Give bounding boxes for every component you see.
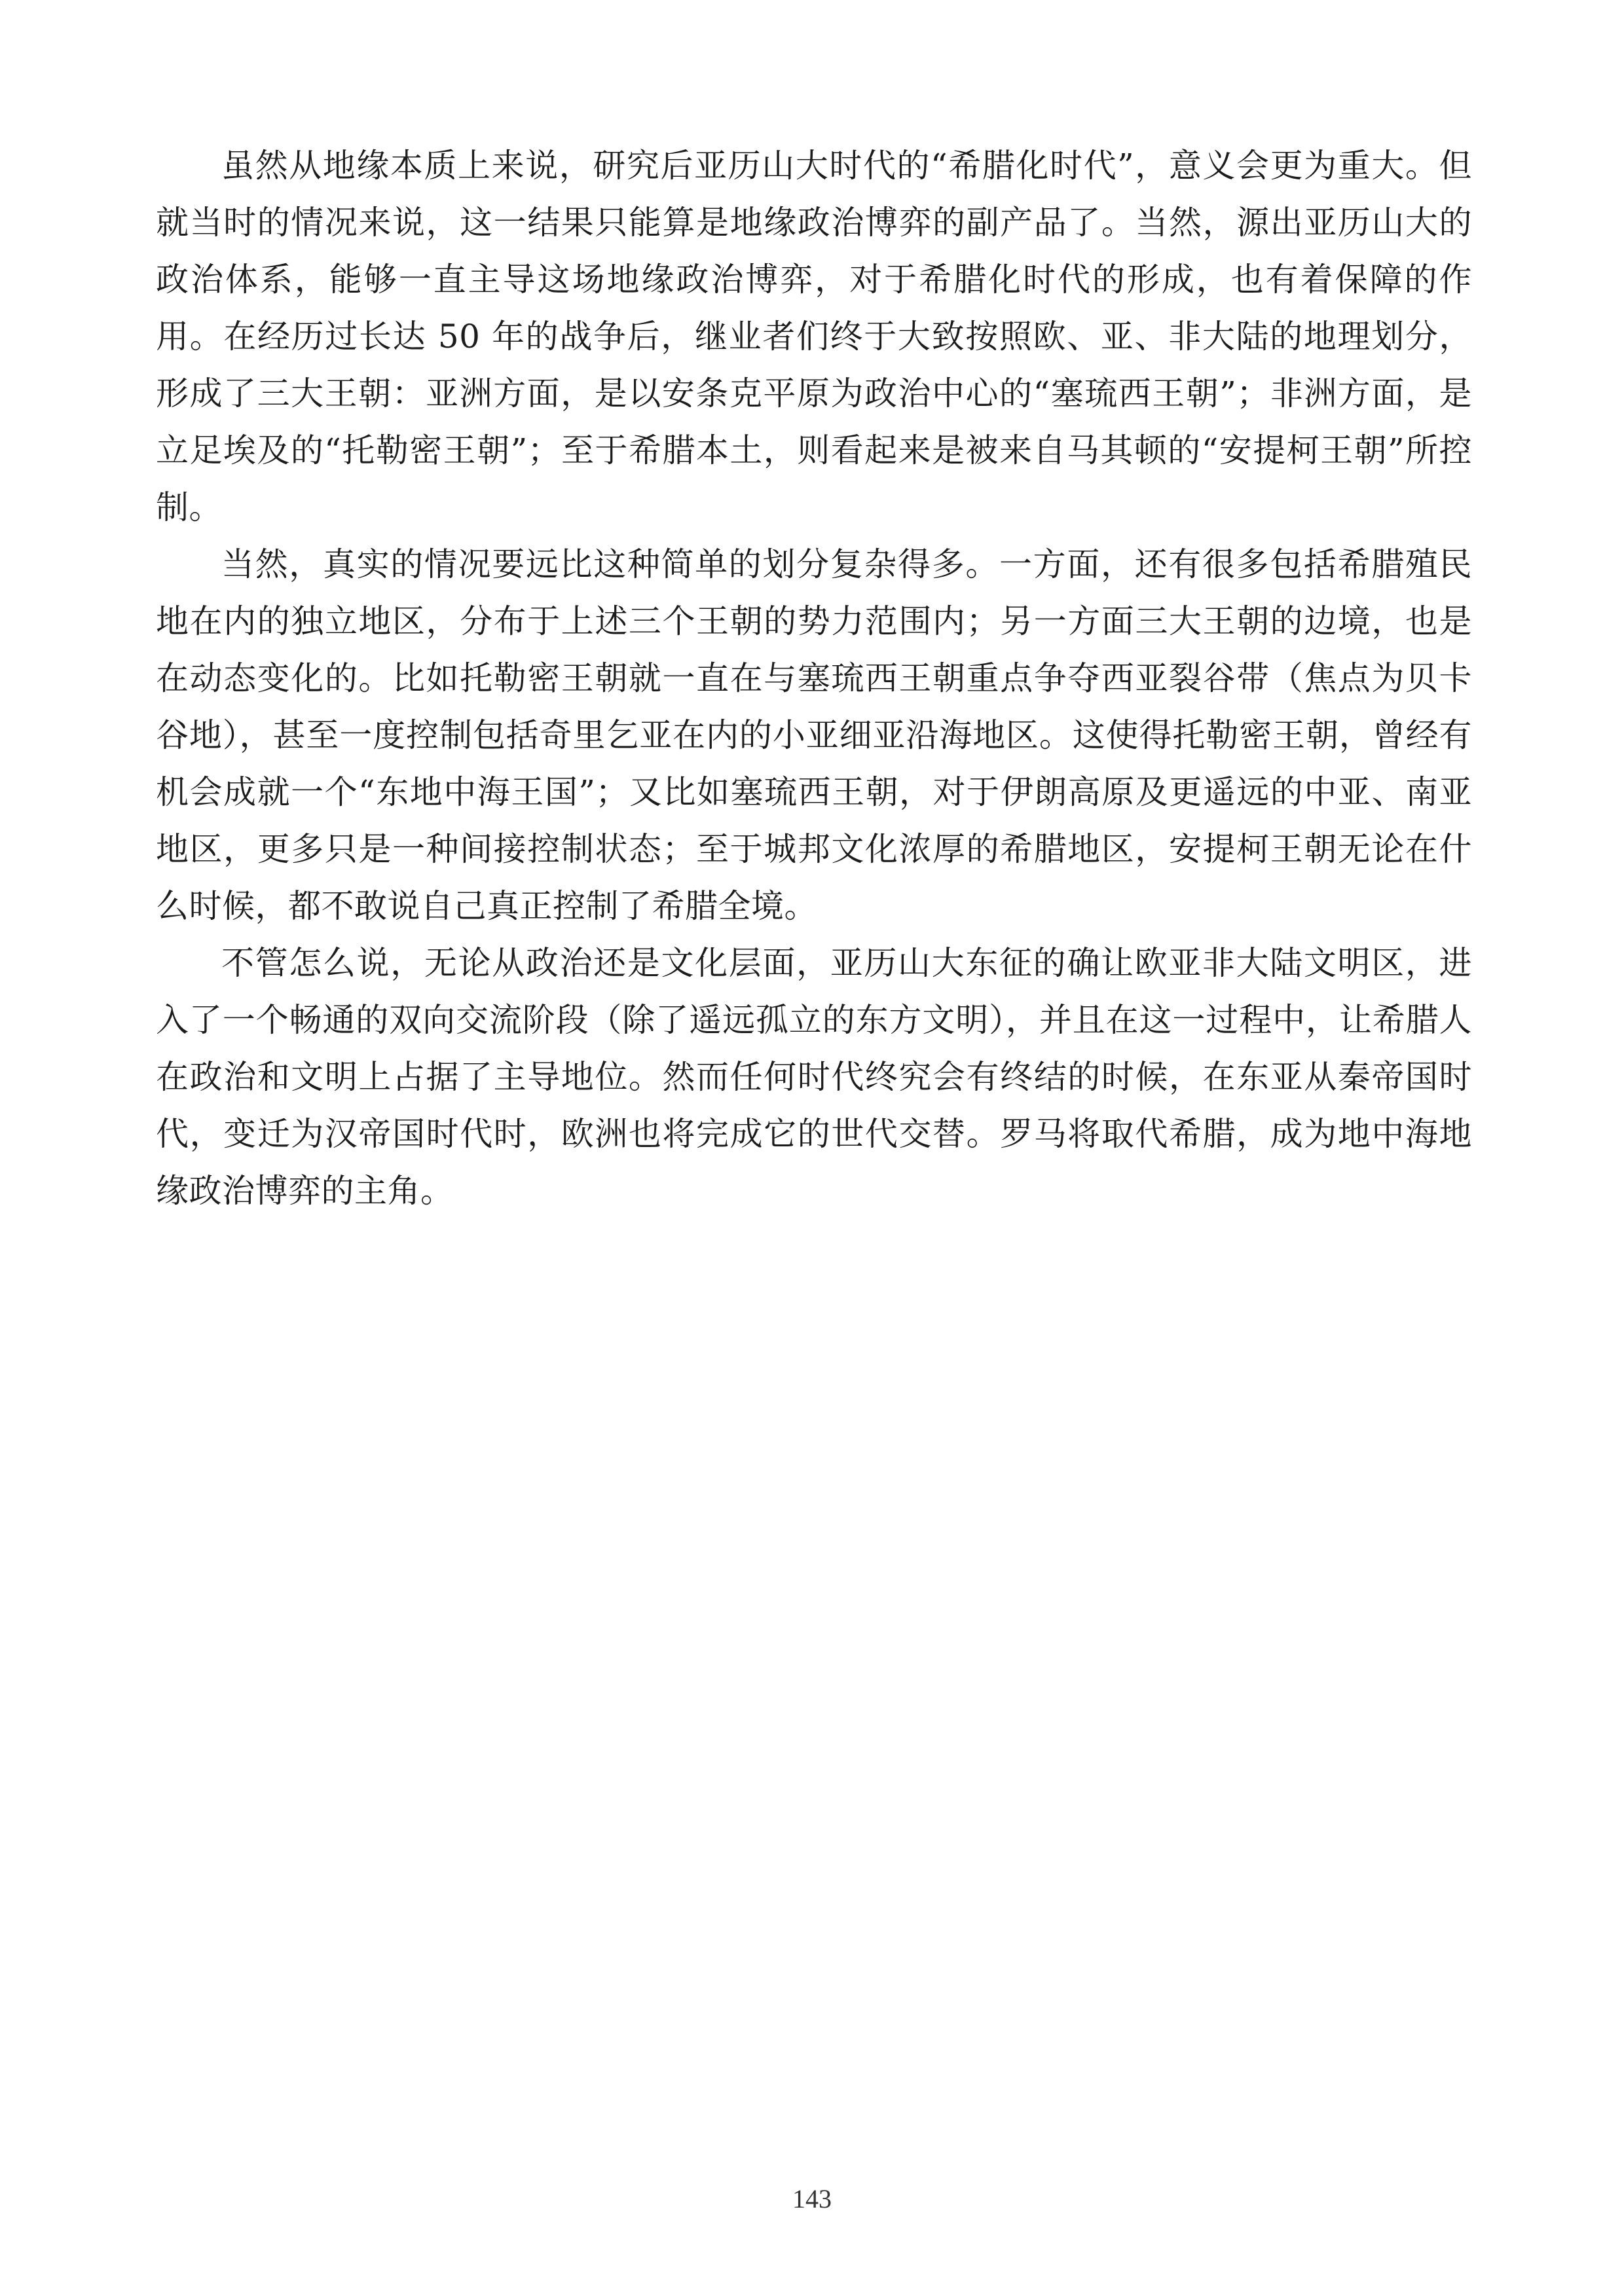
page-number: 143 — [792, 2184, 832, 2214]
paragraph-2: 当然，真实的情况要远比这种简单的划分复杂得多。一方面，还有很多包括希腊殖民地在内的独立地区，分布于上述三个王朝的势力范围内；另一方面三大王朝的边境，也是在动态变化的。比如托勒密王朝就一直在与塞琉西王朝重点争夺西亚裂谷带（焦点为贝卡谷地），甚至一度控制包括奇里乞亚在内的小亚细亚沿海地区。这使得托勒密王朝，曾经有机会成就一个“东地中海王国”；又比如塞琉西王朝，对于伊朗高原及更遥远的中亚、南亚地区，更多只是一种间接控制状态；至于城邦文化浓厚的希腊地区，安提柯王朝无论在什么时候，都不敢说自己真正控制了希腊全境。 — [156, 545, 1472, 925]
body-text — [156, 137, 1472, 1220]
paragraph-1: 虽然从地缘本质上来说，研究后亚历山大时代的“希腊化时代”，意义会更为重大。但就当时的情况来说，这一结果只能算是地缘政治博弈的副产品了。当然，源出亚历山大的政治体系，能够一直主导这场地缘政治博弈，对于希腊化时代的形成，也有着保障的作用。在经历过长达 50 年的战争后，继业者们终于大致按照欧、亚、非大陆的地理划分，形成了三大王朝：亚洲方面，是以安条克平原为政治中心的“塞琉西王朝”；非洲方面，是立足埃及的“托勒密王朝”；至于希腊本土，则看起来是被来自马其顿的“安提柯王朝”所控制。 — [156, 147, 1472, 526]
paragraph-3: 不管怎么说，无论从政治还是文化层面，亚历山大东征的确让欧亚非大陆文明区，进入了一个畅通的双向交流阶段（除了遥远孤立的东方文明），并且在这一过程中，让希腊人在政治和文明上占据了主导地位。然而任何时代终究会有终结的时候，在东亚从秦帝国时代，变迁为汉帝国时代时，欧洲也将完成它的世代交替。罗马将取代希腊，成为地中海地缘政治博弈的主角。 — [156, 944, 1472, 1210]
